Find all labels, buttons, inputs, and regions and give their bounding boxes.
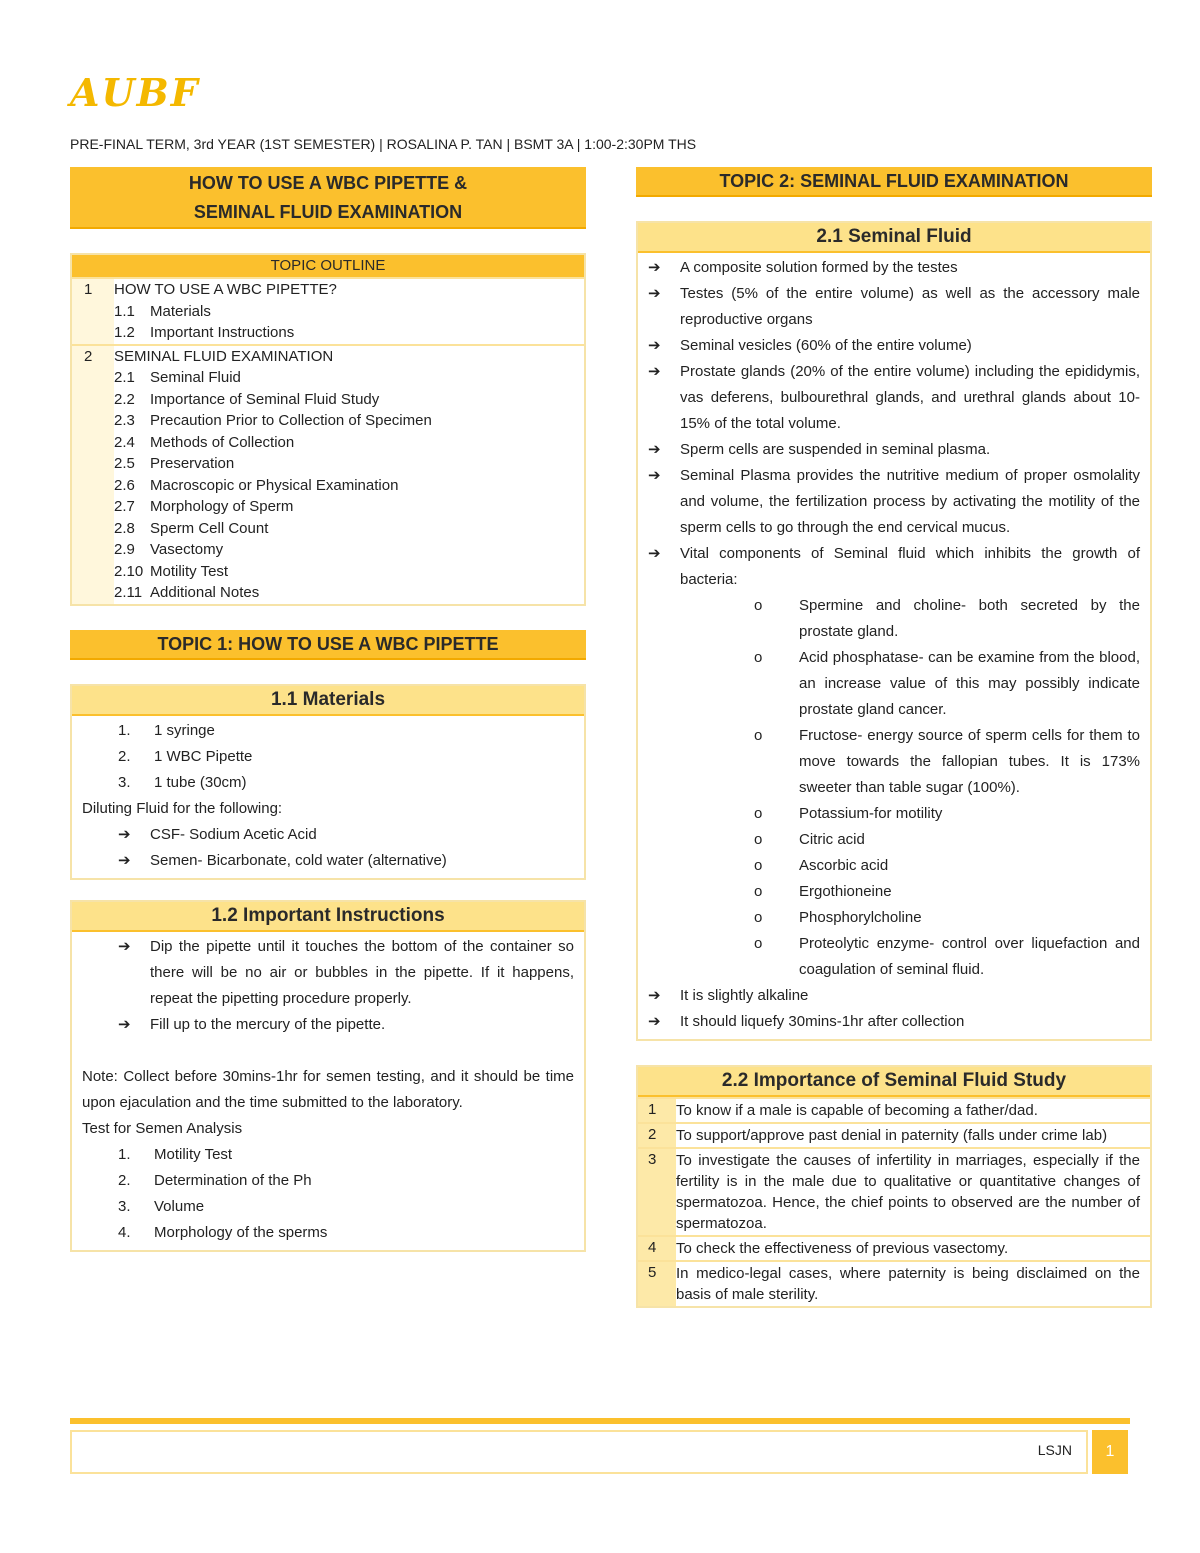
outline-item-label: Important Instructions <box>150 324 295 341</box>
seminal-sub-text: Potassium-for motility <box>799 805 943 822</box>
outline-item-number: 2.10 <box>114 562 144 580</box>
document-title-line-1: HOW TO USE A WBC PIPETTE & <box>188 173 468 193</box>
arrow-icon: ➔ <box>118 825 131 843</box>
seminal-sub-item <box>648 931 1140 983</box>
bullet-icon: o <box>754 727 763 744</box>
outline-item-label: Methods of Collection <box>150 433 295 451</box>
seminal-sub-item <box>648 645 1140 723</box>
outline-item-number: 2.7 <box>114 498 135 515</box>
outline-item <box>114 301 337 323</box>
outline-item-label: Seminal Fluid <box>150 369 241 386</box>
right-column <box>636 167 1152 1308</box>
outline-item-number: 2.8 <box>114 519 135 537</box>
bullet-icon: o <box>754 831 763 848</box>
outline-section <box>72 344 584 604</box>
arrow-icon: ➔ <box>648 467 661 484</box>
importance-number: 4 <box>638 1237 676 1260</box>
footer-rule <box>70 1418 1130 1424</box>
logo: AUBF <box>70 70 200 115</box>
bullet-icon: o <box>754 857 763 874</box>
seminal-sub-item <box>648 593 1140 645</box>
seminal-text: Testes (5% of the entire volume) as well as the accessory male reproductive organs <box>680 285 1140 328</box>
material-label: 1 tube (30cm) <box>154 773 247 791</box>
outline-item <box>114 475 432 497</box>
outline-item-label: Preservation <box>150 455 235 472</box>
outline-section-title: HOW TO USE A WBC PIPETTE? <box>114 281 337 298</box>
topic1-title: TOPIC 1: HOW TO USE A WBC PIPETTE <box>70 630 586 660</box>
seminal-fluid-heading: 2.1 Seminal Fluid <box>638 223 1150 253</box>
seminal-fluid-section <box>636 221 1152 1041</box>
subheader: PRE-FINAL TERM, 3rd YEAR (1ST SEMESTER) | ROSALINA P. TAN | BSMT 3A | 1:00-2:30PM THS <box>70 136 697 152</box>
seminal-sub-text: Citric acid <box>799 831 865 848</box>
seminal-sub-item <box>648 827 1140 853</box>
instructions-section <box>70 900 586 1252</box>
seminal-item <box>648 281 1140 333</box>
outline-item <box>114 410 432 432</box>
material-number: 2. <box>118 747 131 765</box>
seminal-text: Sperm cells are suspended in seminal plasma. <box>680 441 991 458</box>
importance-number: 5 <box>638 1262 676 1306</box>
diluting-label: Diluting Fluid for the following: <box>82 799 283 817</box>
seminal-text: A composite solution formed by the testes <box>680 259 958 276</box>
test-number: 1. <box>118 1145 131 1163</box>
materials-section <box>70 684 586 880</box>
outline-item-label: Morphology of Sperm <box>150 498 294 515</box>
seminal-text: Seminal vesicles (60% of the entire volume) <box>680 337 972 354</box>
footer-author: LSJN <box>1037 1442 1072 1458</box>
importance-text: To support/approve past denial in paternity (falls under crime lab) <box>676 1127 1108 1144</box>
instructions-heading: 1.2 Important Instructions <box>72 902 584 932</box>
test-label-text: Volume <box>154 1197 205 1215</box>
material-item <box>82 718 574 744</box>
arrow-icon: ➔ <box>648 259 661 276</box>
test-number: 3. <box>118 1197 131 1215</box>
outline-section-content <box>114 346 432 604</box>
seminal-sub-item <box>648 723 1140 801</box>
outline-item <box>114 322 337 344</box>
seminal-sub-text: Fructose- energy source of sperm cells for them to move towards the fallopian tubes. It is 173% sweeter than table sugar (100%). <box>799 727 1140 796</box>
diluting-text: Semen- Bicarbonate, cold water (alternative) <box>150 851 447 869</box>
seminal-item <box>648 983 1140 1009</box>
material-number: 1. <box>118 721 131 739</box>
importance-number: 3 <box>638 1149 676 1235</box>
material-item <box>82 744 574 770</box>
outline-item <box>114 582 432 604</box>
outline-item <box>114 389 432 411</box>
outline-item-label: Vasectomy <box>150 541 224 558</box>
test-label-text: Morphology of the sperms <box>154 1223 328 1241</box>
seminal-item <box>648 437 1140 463</box>
test-label-text: Motility Test <box>154 1145 233 1163</box>
outline-item-label: Macroscopic or Physical Examination <box>150 476 399 494</box>
seminal-sub-text: Proteolytic enzyme- control over liquefaction and coagulation of seminal fluid. <box>799 935 1140 978</box>
importance-text: To check the effectiveness of previous vasectomy. <box>676 1240 1009 1257</box>
outline-item-label: Motility Test <box>150 562 229 580</box>
outline-item-label: Precaution Prior to Collection of Specimen <box>150 412 432 429</box>
arrow-icon: ➔ <box>648 441 661 458</box>
seminal-item <box>648 541 1140 593</box>
outline-section-number: 2 <box>72 346 114 604</box>
seminal-text: It is slightly alkaline <box>680 987 809 1004</box>
instruction-text: Dip the pipette until it touches the bottom of the container so there will be no air or bubbles in the pipette. If it happens, repeat the pipetting procedure properly. <box>150 937 574 1007</box>
importance-number: 1 <box>638 1099 676 1122</box>
seminal-sub-item <box>648 853 1140 879</box>
diluting-item <box>82 848 574 874</box>
topic2-title: TOPIC 2: SEMINAL FLUID EXAMINATION <box>636 167 1152 197</box>
instruction-item <box>82 1012 574 1038</box>
importance-text: To investigate the causes of infertility in marriages, especially if the fertility is in the male due to qualitative or quantitative changes of spermatozoa. Hence, the chief points to observed are the number of spermatozoa. <box>676 1152 1140 1232</box>
outline-item-number: 2.6 <box>114 476 135 494</box>
outline-item <box>114 432 432 454</box>
importance-row <box>638 1147 1150 1235</box>
bullet-icon: o <box>754 649 763 666</box>
bullet-icon: o <box>754 883 763 900</box>
outline-heading: TOPIC OUTLINE <box>72 255 584 277</box>
outline-item-label: Importance of Seminal Fluid Study <box>150 390 380 408</box>
test-item <box>82 1142 574 1168</box>
diluting-text: CSF- Sodium Acetic Acid <box>150 825 317 843</box>
test-item <box>82 1194 574 1220</box>
outline-section <box>72 277 584 344</box>
test-label: Test for Semen Analysis <box>82 1119 243 1137</box>
arrow-icon: ➔ <box>648 363 661 380</box>
instruction-item <box>82 934 574 1012</box>
bullet-icon: o <box>754 935 763 952</box>
importance-row <box>638 1235 1150 1260</box>
test-number: 2. <box>118 1171 131 1189</box>
arrow-icon: ➔ <box>648 545 661 562</box>
outline-item-label: Sperm Cell Count <box>150 519 269 537</box>
seminal-sub-text: Ergothioneine <box>799 883 892 900</box>
outline-item-number: 2.2 <box>114 390 135 408</box>
seminal-sub-text: Ascorbic acid <box>799 857 889 874</box>
seminal-sub-text: Acid phosphatase- can be examine from the blood, an increase value of this may possibly indicate prostate gland cancer. <box>799 649 1140 718</box>
outline-item <box>114 539 432 561</box>
outline-item-label: Materials <box>150 302 211 320</box>
seminal-sub-text: Phosphorylcholine <box>799 909 922 926</box>
arrow-icon: ➔ <box>648 285 661 302</box>
outline-item-number: 1.1 <box>114 302 135 320</box>
outline-item <box>114 561 432 583</box>
arrow-icon: ➔ <box>118 1015 131 1033</box>
bullet-icon: o <box>754 805 763 822</box>
outline-item-number: 2.4 <box>114 433 135 451</box>
left-column <box>70 167 586 1252</box>
seminal-sub-text: Spermine and choline- both secreted by the prostate gland. <box>799 597 1140 640</box>
arrow-icon: ➔ <box>118 937 131 955</box>
seminal-sub-item <box>648 801 1140 827</box>
bullet-icon: o <box>754 597 763 614</box>
outline-item <box>114 367 432 389</box>
instruction-note: Note: Collect before 30mins-1hr for semen testing, and it should be time upon ejaculation and the time submitted to the laboratory. <box>82 1067 574 1111</box>
outline-item-number: 1.2 <box>114 324 135 341</box>
outline-item <box>114 496 432 518</box>
outline-item-number: 2.5 <box>114 455 135 472</box>
outline-item-number: 2.1 <box>114 369 135 386</box>
importance-heading: 2.2 Importance of Seminal Fluid Study <box>638 1067 1150 1097</box>
page-number: 1 <box>1092 1430 1128 1474</box>
seminal-item <box>648 255 1140 281</box>
outline-section-title: SEMINAL FLUID EXAMINATION <box>114 347 334 365</box>
seminal-item <box>648 359 1140 437</box>
material-label: 1 WBC Pipette <box>154 747 253 765</box>
importance-number: 2 <box>638 1124 676 1147</box>
outline-item <box>114 453 432 475</box>
arrow-icon: ➔ <box>648 987 661 1004</box>
document-title <box>70 167 586 229</box>
test-number: 4. <box>118 1223 131 1241</box>
outline-item <box>114 518 432 540</box>
test-item <box>82 1220 574 1246</box>
arrow-icon: ➔ <box>118 851 131 869</box>
diluting-item <box>82 822 574 848</box>
material-item <box>82 770 574 796</box>
outline-item-number: 2.9 <box>114 541 135 558</box>
test-label-text: Determination of the Ph <box>154 1171 312 1189</box>
outline-section-content <box>114 279 337 344</box>
spacer <box>82 1038 574 1064</box>
seminal-text: Seminal Plasma provides the nutritive medium of proper osmolality and volume, the fertilization process by activating the motility of the sperm cells to go through the end cervical mucus. <box>680 467 1140 536</box>
importance-text: To know if a male is capable of becoming a father/dad. <box>676 1102 1038 1119</box>
importance-text: In medico-legal cases, where paternity is being disclaimed on the basis of male sterility. <box>676 1265 1140 1303</box>
seminal-text: Prostate glands (20% of the entire volume) including the epididymis, vas deferens, bulbourethral glands, and urethral glands about 10-15% of the total volume. <box>680 363 1140 432</box>
materials-heading: 1.1 Materials <box>72 686 584 716</box>
seminal-text: Vital components of Seminal fluid which inhibits the growth of bacteria: <box>680 545 1140 588</box>
arrow-icon: ➔ <box>648 337 661 354</box>
importance-row <box>638 1122 1150 1147</box>
seminal-sub-item <box>648 905 1140 931</box>
importance-section <box>636 1065 1152 1308</box>
material-number: 3. <box>118 773 131 791</box>
arrow-icon: ➔ <box>648 1013 661 1030</box>
seminal-item <box>648 1009 1140 1035</box>
bullet-icon: o <box>754 909 763 926</box>
outline-item-number: 2.11 <box>114 584 143 601</box>
outline-item-number: 2.3 <box>114 412 135 429</box>
seminal-item <box>648 333 1140 359</box>
seminal-item <box>648 463 1140 541</box>
document-title-line-2: SEMINAL FLUID EXAMINATION <box>193 202 463 222</box>
outline-item-label: Additional Notes <box>150 584 260 601</box>
footer <box>70 1430 1088 1474</box>
test-item <box>82 1168 574 1194</box>
instruction-text: Fill up to the mercury of the pipette. <box>150 1015 386 1033</box>
importance-row <box>638 1260 1150 1306</box>
outline-section-number: 1 <box>72 279 114 344</box>
material-label: 1 syringe <box>154 721 215 739</box>
seminal-sub-item <box>648 879 1140 905</box>
seminal-text: It should liquefy 30mins-1hr after collection <box>680 1013 965 1030</box>
topic-outline <box>70 253 586 606</box>
importance-row <box>638 1097 1150 1122</box>
